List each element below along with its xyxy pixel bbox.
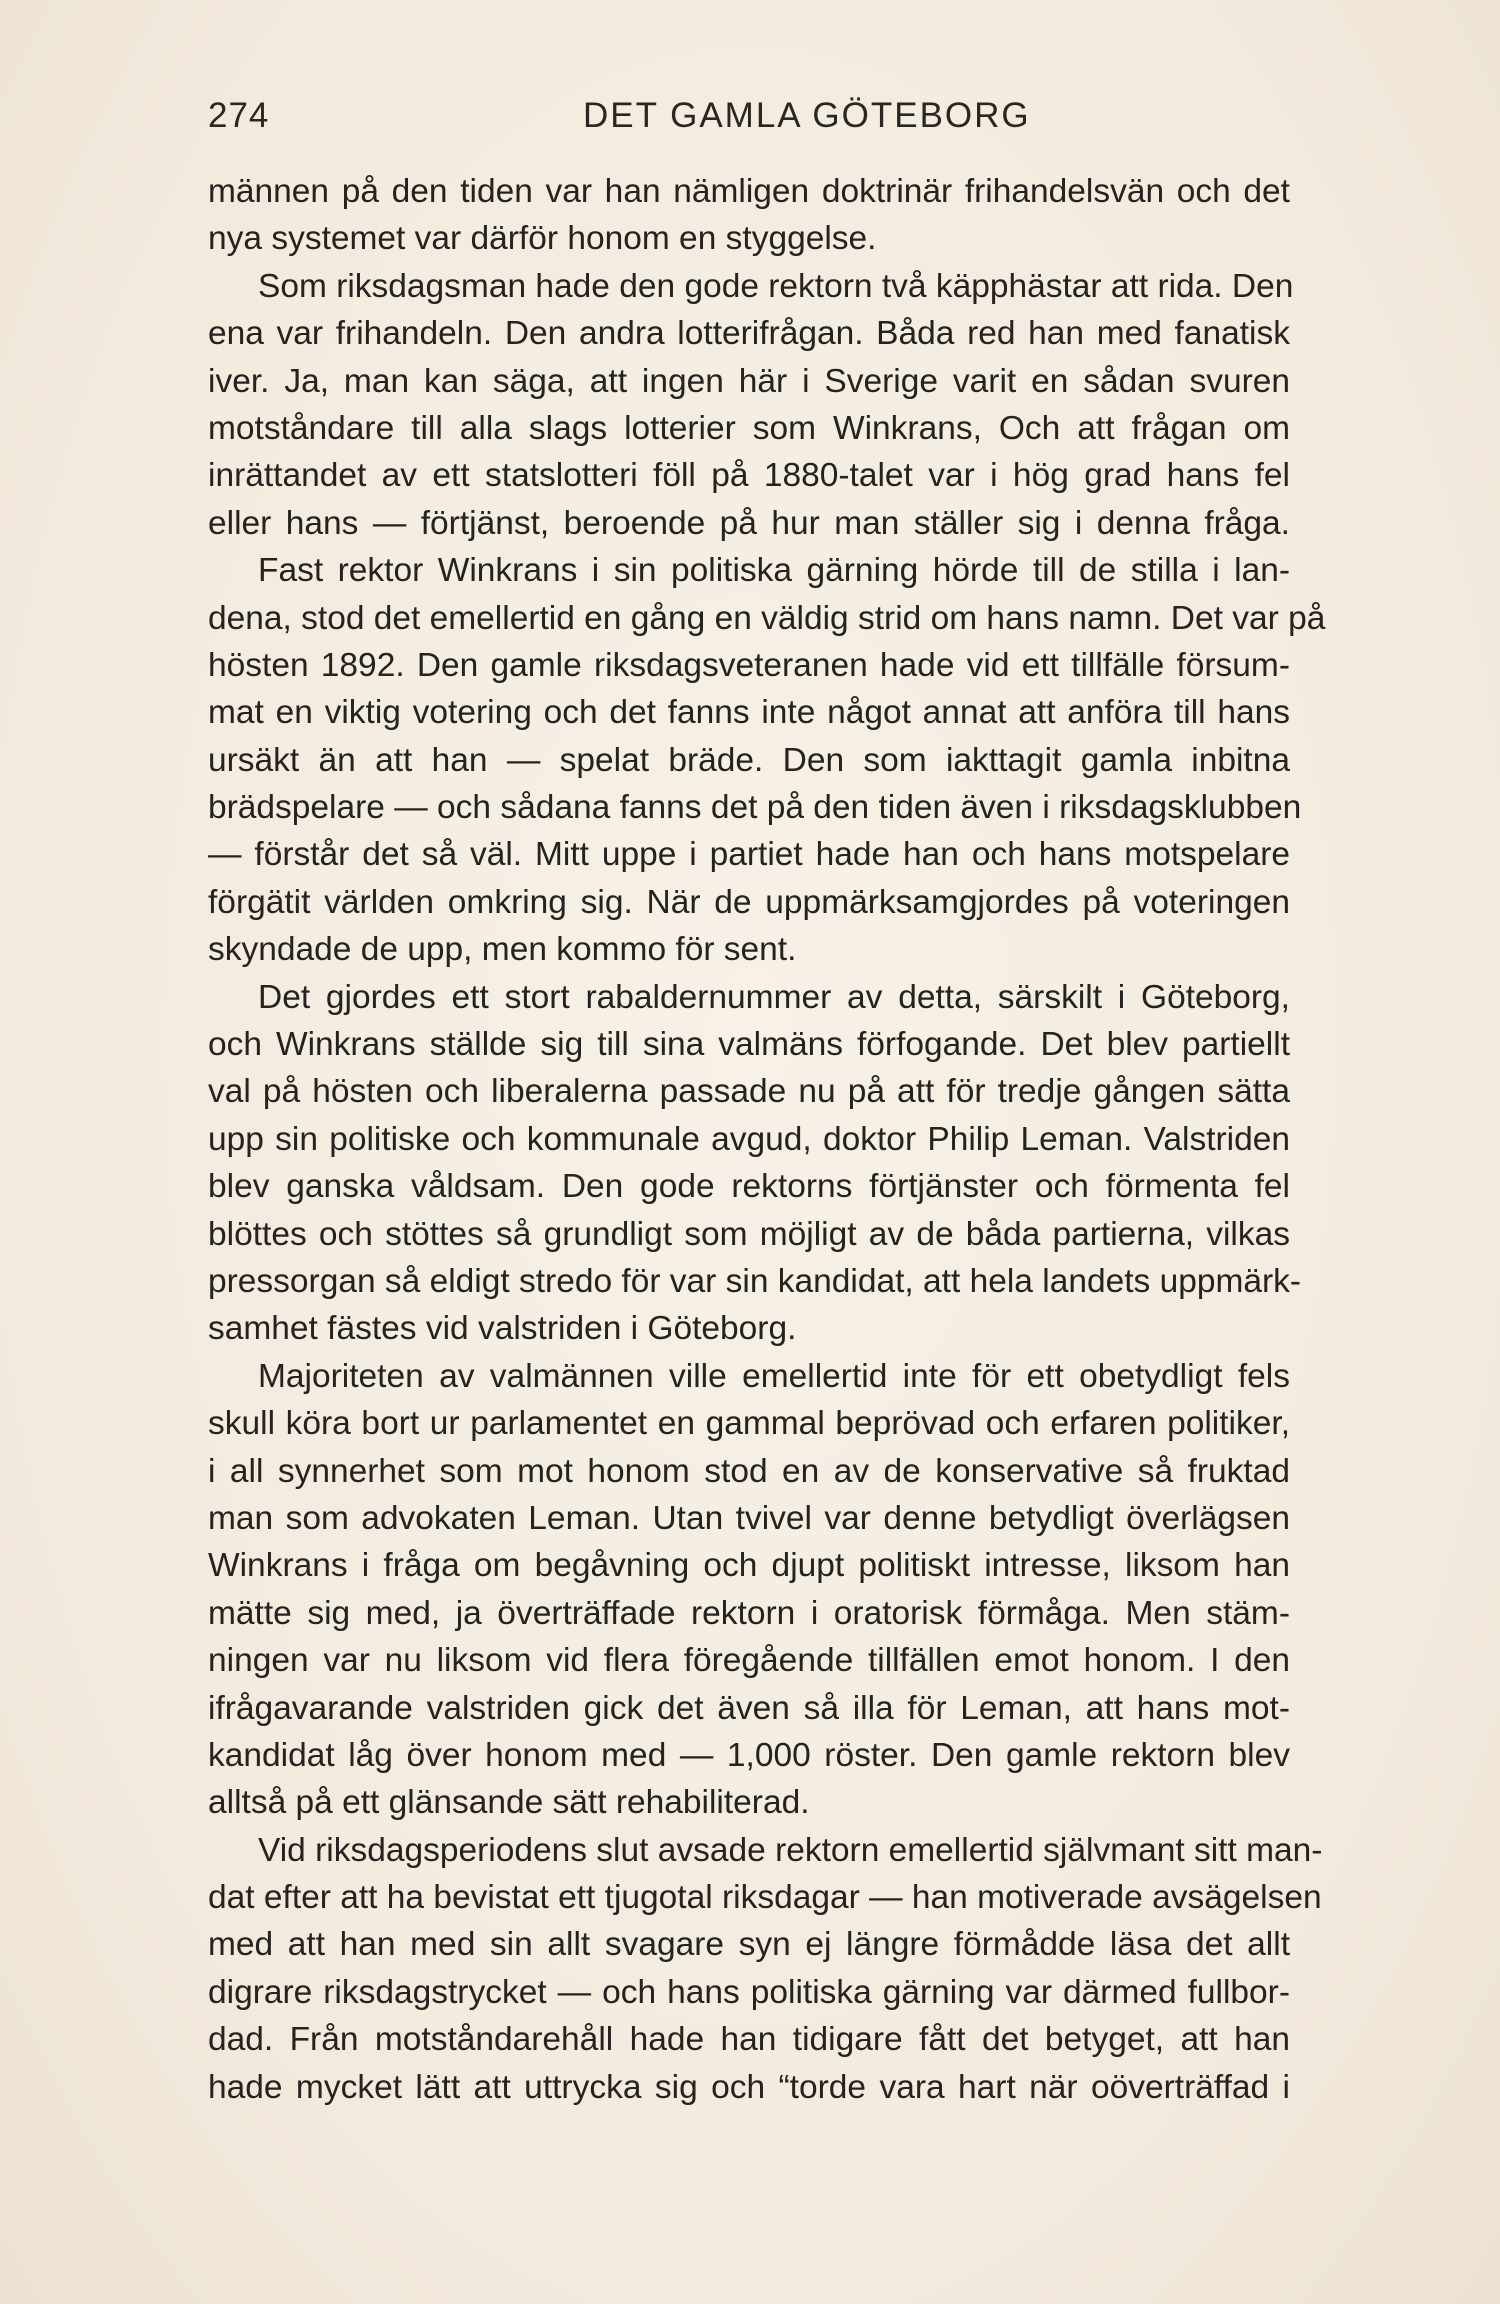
text-line: skyndade de upp, men kommo för sent. bbox=[208, 931, 797, 969]
text-line: man som advokaten Leman. Utan tvivel var denne betydligt överlägsen bbox=[208, 1499, 1290, 1537]
text-line: Majoriteten av valmännen ville emellertid inte för ett obetydligt fels bbox=[258, 1357, 1290, 1395]
text-line: männen på den tiden var han nämligen doktrinär frihandelsvän och det bbox=[208, 173, 1290, 210]
text-line: upp sin politiske och kommunale avgud, doktor Philip Leman. Valstriden bbox=[208, 1120, 1290, 1158]
text-line: alltså på ett glänsande sätt rehabiliterad. bbox=[208, 1784, 810, 1822]
text-line: nya systemet var därför honom en styggelse. bbox=[208, 220, 877, 258]
text-line: mat en viktig votering och det fanns inte något annat att anföra till hans bbox=[208, 694, 1290, 732]
text-line: inrättandet av ett statslotteri föll på 1880-talet var i hög grad hans fel bbox=[208, 457, 1290, 495]
text-line: förgätit världen omkring sig. När de uppmärksamgjordes på voteringen bbox=[208, 883, 1290, 921]
text-line: mätte sig med, ja överträffade rektorn i oratorisk förmåga. Men stäm- bbox=[208, 1594, 1290, 1632]
text-line: val på hösten och liberalerna passade nu på att för tredje gången sätta bbox=[208, 1073, 1290, 1111]
text-line: iver. Ja, man kan säga, att ingen här i Sverige varit en sådan svuren bbox=[208, 362, 1290, 400]
text-line: kandidat låg över honom med — 1,000 röster. Den gamle rektorn blev bbox=[208, 1736, 1290, 1774]
text-line: i all synnerhet som mot honom stod en av de konservative så fruktad bbox=[208, 1452, 1290, 1490]
text-line: Vid riksdagsperiodens slut avsade rektorn emellertid självmant sitt man- bbox=[258, 1831, 1323, 1869]
body-text bbox=[208, 168, 1326, 2111]
text-line: dad. Från motståndarehåll hade han tidigare fått det betyget, att han bbox=[208, 2021, 1290, 2059]
text-line: Det gjordes ett stort rabaldernummer av detta, särskilt i Göteborg, bbox=[258, 978, 1290, 1016]
text-line: ena var frihandeln. Den andra lotterifrågan. Båda red han med fanatisk bbox=[208, 315, 1290, 353]
text-line: Winkrans i fråga om begåvning och djupt politiskt intresse, liksom han bbox=[208, 1547, 1290, 1585]
running-head: DET GAMLA GÖTEBORG bbox=[583, 96, 1031, 135]
text-line: hösten 1892. Den gamle riksdagsveteranen hade vid ett tillfälle försum- bbox=[208, 646, 1290, 684]
text-line: skull köra bort ur parlamentet en gammal beprövad och erfaren politiker, bbox=[208, 1405, 1290, 1443]
text-line: ningen var nu liksom vid flera föregående tillfällen emot honom. I den bbox=[208, 1642, 1290, 1680]
text-line: samhet fästes vid valstriden i Göteborg. bbox=[208, 1310, 797, 1348]
text-line: med att han med sin allt svagare syn ej längre förmådde läsa det allt bbox=[208, 1926, 1290, 1964]
text-line: brädspelare — och sådana fanns det på den tiden även i riksdagsklubben bbox=[208, 789, 1302, 827]
text-line: eller hans — förtjänst, beroende på hur man ställer sig i denna fråga. bbox=[208, 504, 1290, 542]
text-line: ursäkt än att han — spelat bräde. Den som iakttagit gamla inbitna bbox=[208, 741, 1290, 779]
text-line: motståndare till alla slags lotterier som Winkrans, Och att frågan om bbox=[208, 409, 1290, 447]
text-line: ifrågavarande valstriden gick det även så illa för Leman, att hans mot- bbox=[208, 1689, 1290, 1727]
text-line: Som riksdagsman hade den gode rektorn två käpphästar att rida. Den bbox=[258, 267, 1294, 305]
text-line: dat efter att ha bevistat ett tjugotal riksdagar — han motiverade avsägelsen bbox=[208, 1879, 1322, 1917]
text-line: digrare riksdagstrycket — och hans politiska gärning var därmed fullbor- bbox=[208, 1973, 1290, 2011]
text-line: och Winkrans ställde sig till sina valmäns förfogande. Det blev partiellt bbox=[208, 1026, 1290, 1064]
text-line: blev ganska våldsam. Den gode rektorns förtjänster och förmenta fel bbox=[208, 1168, 1290, 1206]
text-line: dena, stod det emellertid en gång en väldig strid om hans namn. Det var på bbox=[208, 599, 1326, 637]
page-header bbox=[208, 96, 1290, 148]
text-line: hade mycket lätt att uttrycka sig och “torde vara hart när oöverträffad i bbox=[208, 2068, 1290, 2106]
text-line: Fast rektor Winkrans i sin politiska gärning hörde till de stilla i lan- bbox=[258, 552, 1290, 590]
page-number: 274 bbox=[208, 96, 270, 135]
text-line: blöttes och stöttes så grundligt som möjligt av de båda partierna, vilkas bbox=[208, 1215, 1290, 1253]
text-line: pressorgan så eldigt stredo för var sin kandidat, att hela landets uppmärk- bbox=[208, 1262, 1302, 1300]
text-line: — förstår det så väl. Mitt uppe i partiet hade han och hans motspelare bbox=[208, 836, 1290, 874]
